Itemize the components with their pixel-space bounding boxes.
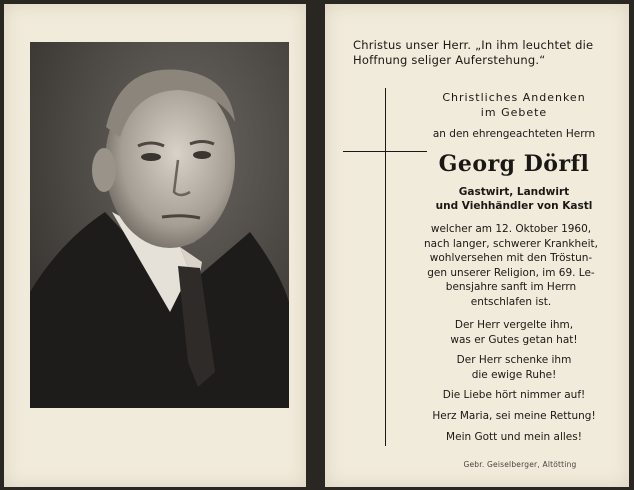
intro-text: an den ehrengeachteten Herrn <box>432 128 596 140</box>
bio-line: welcher am 12. Oktober 1960, <box>430 223 592 235</box>
saying <box>411 353 617 382</box>
deceased-name: Georg Dörfl <box>438 151 590 177</box>
saying-line: Die Liebe hört nimmer auf! <box>442 389 586 402</box>
bio-line: bensjahre sanft im Herrn <box>445 281 577 294</box>
saying-line: Mein Gott und mein alles! <box>446 430 582 443</box>
saying-line: Der Herr vergelte ihm, <box>454 319 574 331</box>
right-card <box>325 4 629 487</box>
bio-line: wohlversehen mit den Tröstun- <box>429 252 593 265</box>
printer-imprint: Gebr. Geiselberger, Altötting <box>463 460 577 469</box>
occupation <box>411 185 617 213</box>
saying <box>411 430 617 445</box>
saying <box>411 409 617 424</box>
portrait-photo <box>30 42 289 408</box>
saying-line: die ewige Ruhe! <box>471 368 557 381</box>
occupation-line-1: Gastwirt, Landwirt <box>458 186 570 198</box>
bio-line: entschlafen ist. <box>470 295 552 308</box>
memorial-heading <box>411 90 617 120</box>
biography-text <box>419 222 603 310</box>
quote-line-1: Christus unser Herr. „In ihm leuchtet die <box>353 38 594 52</box>
bio-line: nach langer, schwerer Krankheit, <box>424 237 598 250</box>
saying-line: Herz Maria, sei meine Rettung! <box>432 409 596 422</box>
bio-line: gen unserer Religion, im 69. Le- <box>427 266 595 279</box>
left-card <box>4 4 306 487</box>
memorial-heading-line-1: Christliches Andenken <box>442 91 586 104</box>
scripture-quote <box>353 38 615 68</box>
saying-line: was er Gutes getan hat! <box>450 333 578 346</box>
quote-line-2: Hoffnung seliger Auferstehung.“ <box>353 53 546 67</box>
prayer-sayings <box>411 318 617 450</box>
memorial-heading-line-2: im Gebete <box>480 106 548 119</box>
saying <box>411 388 617 403</box>
portrait-image <box>30 42 289 408</box>
occupation-line-2: und Viehhändler von Kastl <box>435 200 593 212</box>
saying <box>411 318 617 347</box>
saying-line: Der Herr schenke ihm <box>456 354 572 367</box>
